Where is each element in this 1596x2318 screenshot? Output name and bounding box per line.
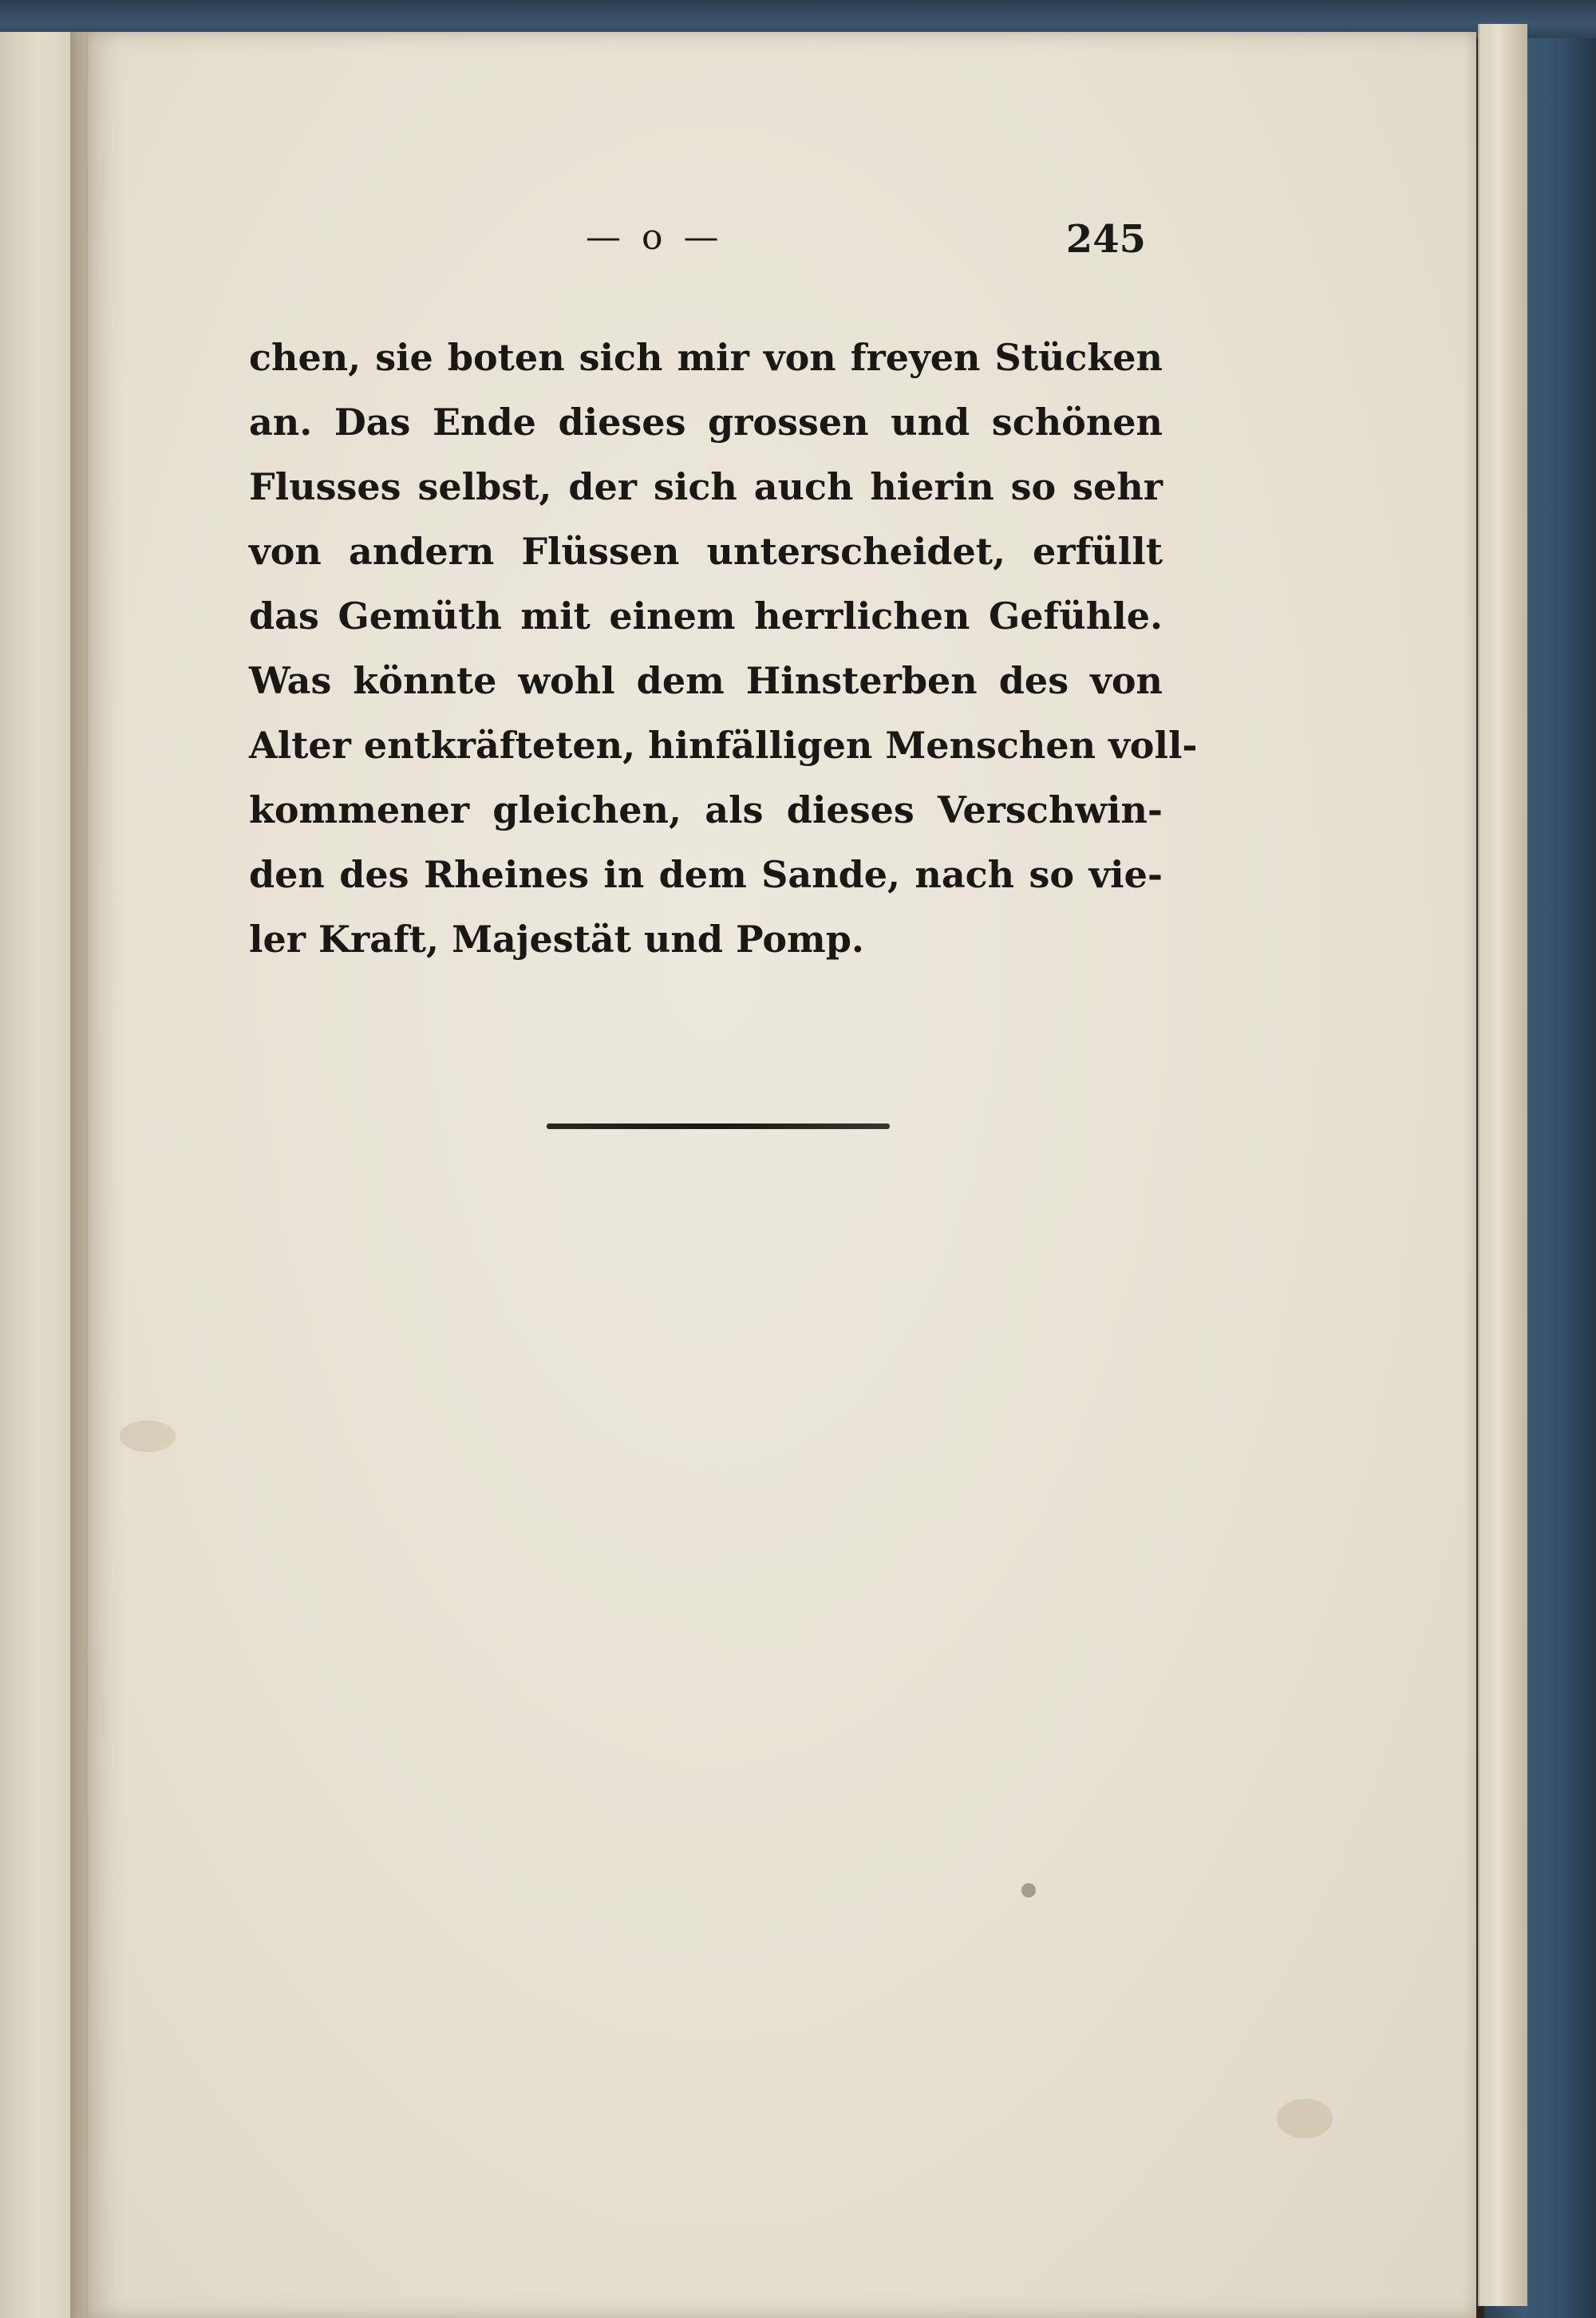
text-line: den des Rheines in dem Sande, nach so vie-: [249, 853, 1163, 896]
paper-spot: [1021, 1883, 1036, 1897]
page-gutter-shadow: [70, 32, 94, 2318]
section-end-rule: [547, 1123, 890, 1129]
running-head: [504, 217, 1149, 273]
page-number: 245: [1065, 217, 1146, 262]
running-head-ornament: — o —: [586, 217, 724, 258]
text-line: Was könnte wohl dem Hinsterben des von: [249, 659, 1163, 702]
text-line: das Gemüth mit einem herrlichen Gefühle.: [249, 594, 1163, 638]
text-line: an. Das Ende dieses grossen und schönen: [249, 401, 1163, 444]
text-line: von andern Flüssen unterscheidet, erfüllt: [249, 530, 1163, 573]
text-line: chen, sie boten sich mir von freyen Stücken: [249, 336, 1163, 379]
paper-stain: [120, 1420, 176, 1452]
text-line: kommener gleichen, als dieses Verschwin-: [249, 788, 1163, 831]
text-line: Flusses selbst, der sich auch hierin so sehr: [249, 465, 1163, 508]
paper-stain: [1277, 2099, 1333, 2138]
text-line: Alter entkräfteten, hinfälligen Menschen voll-: [249, 724, 1198, 767]
text-line: ler Kraft, Majestät und Pomp.: [249, 918, 864, 961]
page-fore-edge: [1478, 24, 1527, 2306]
body-paragraph: [249, 326, 1198, 972]
